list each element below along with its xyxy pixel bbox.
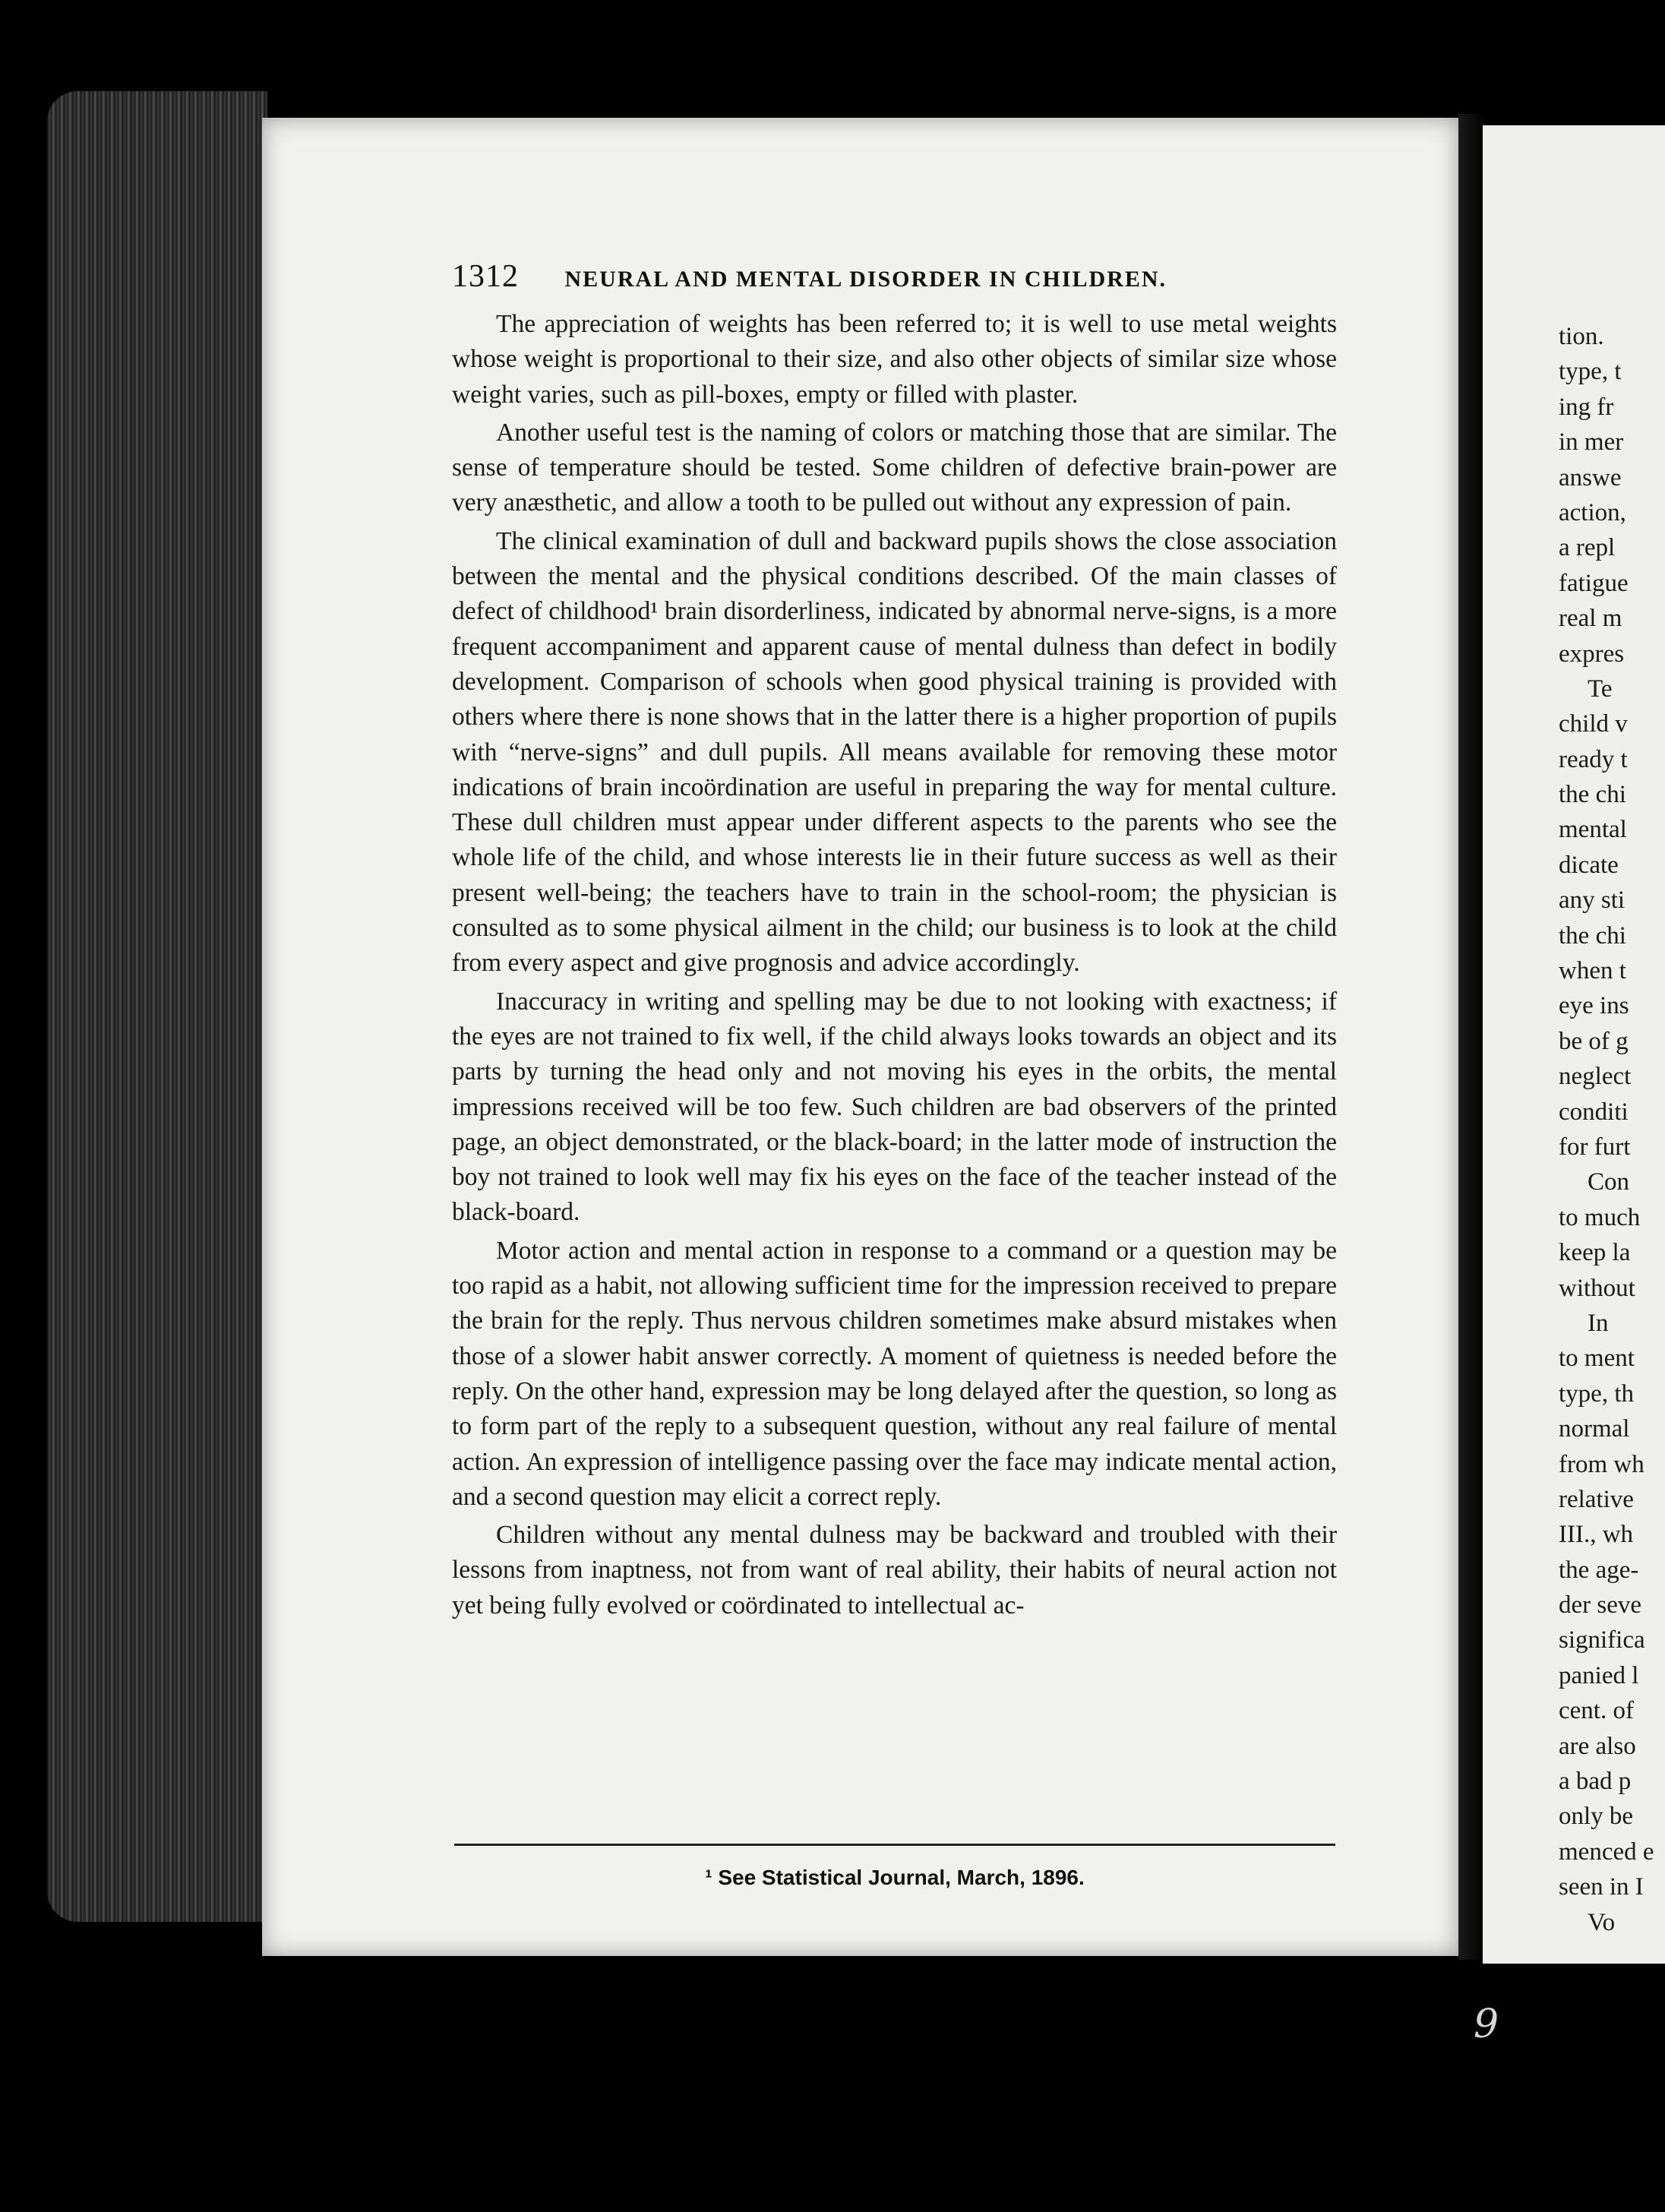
right-page-line: dicate xyxy=(1559,851,1619,879)
running-title: NEURAL AND MENTAL DISORDER IN CHILDREN. xyxy=(564,267,1167,292)
right-page-line: expres xyxy=(1559,640,1625,668)
right-page-line: mental xyxy=(1559,816,1627,844)
right-page-line: be of g xyxy=(1559,1027,1629,1055)
paragraph-inaccuracy: Inaccuracy in writing and spelling may be due to not looking with exactness; if the eyes are not trained to fix well, if the child always looks towards an object and its parts by turning the head only and not moving his eyes in the orbits, the mental impressions received will be too few. Such children are bad observers of the printed page, an object demonstrated, or the black-board; in the latter mode of instruction the boy not trained to look well may fix his eyes on the face of the teacher instead of the black-board. xyxy=(452,987,1337,1227)
paragraph-weights: The appreciation of weights has been referred to; it is well to use metal weights whose weight is proportional to their size, and also other objects of similar size whose weight varies, such as pill-boxes, empty or filled with plaster. xyxy=(452,310,1337,409)
right-page-line: conditi xyxy=(1559,1098,1629,1126)
paragraph-children-without-dulness: Children without any mental dulness may be backward and troubled with their lessons from inaptness, not from want of real ability, their habits of neural action not yet being fully evolved or coördinated to intellectual ac- xyxy=(452,1521,1337,1620)
right-page-line: a bad p xyxy=(1559,1768,1632,1796)
book-page-edges xyxy=(47,91,267,1922)
right-page-line: keep la xyxy=(1559,1239,1631,1267)
right-page-line: In xyxy=(1588,1309,1609,1337)
right-page-line: the chi xyxy=(1559,781,1626,809)
running-header xyxy=(452,258,1333,295)
right-page-line: seen in I xyxy=(1559,1873,1644,1901)
body-text xyxy=(452,307,1337,1623)
footnote: ¹ See Statistical Journal, March, 1896. xyxy=(705,1866,1085,1889)
margin-mark: 9 xyxy=(1474,2002,1499,2047)
right-page-line: normal xyxy=(1559,1415,1630,1443)
page-number: 1312 xyxy=(452,259,519,294)
right-page-line: fatigue xyxy=(1559,569,1629,597)
right-page-line: tion. xyxy=(1559,323,1604,350)
right-page-line: relative xyxy=(1559,1485,1634,1513)
right-page-line: cent. of xyxy=(1559,1697,1634,1725)
right-page-line: type, t xyxy=(1559,358,1622,386)
right-page-line: der seve xyxy=(1559,1591,1642,1620)
right-page-text xyxy=(1559,319,1665,1940)
right-page-line: ready t xyxy=(1559,745,1628,773)
right-page-line: eye ins xyxy=(1559,992,1629,1020)
right-page-line: a repl xyxy=(1559,534,1616,562)
right-page-line: to much xyxy=(1559,1203,1641,1231)
right-page-line: Vo xyxy=(1588,1908,1616,1936)
right-page-line: from wh xyxy=(1559,1450,1644,1478)
right-page-line: child v xyxy=(1559,710,1628,738)
right-page-line: significa xyxy=(1559,1626,1645,1654)
right-page-line: are also xyxy=(1559,1732,1636,1760)
right-page-line: III., wh xyxy=(1559,1521,1634,1549)
right-page-line: for furt xyxy=(1559,1133,1631,1161)
right-page-line: to ment xyxy=(1559,1345,1635,1373)
right-page-line: Con xyxy=(1588,1168,1630,1196)
right-page-line: in mer xyxy=(1559,428,1624,457)
right-page-line: menced e xyxy=(1559,1838,1654,1866)
paragraph-colors: Another useful test is the naming of colors or matching those that are similar. The sense of temperature should be tested. Some children of defective brain-power are very anæsthetic, and allow a tooth to be pulled out without any expression of pain. xyxy=(452,418,1337,517)
right-page-line: any sti xyxy=(1559,886,1626,915)
right-page-line: only be xyxy=(1559,1803,1634,1831)
right-page-line: panied l xyxy=(1559,1661,1639,1689)
right-page-line: real m xyxy=(1559,605,1622,633)
right-page-line: when t xyxy=(1559,957,1626,985)
footnote-rule xyxy=(454,1844,1335,1846)
right-page-line: the age- xyxy=(1559,1556,1639,1584)
right-page-line: type, th xyxy=(1559,1379,1634,1408)
right-page-line: ing fr xyxy=(1559,393,1614,421)
paragraph-motor-action: Motor action and mental action in response to a command or a question may be too rapid as a habit, not allowing sufficient time for the impression received to prepare the brain for the reply. Thus nervous children sometimes make absurd mistakes when those of a slower habit answer correctly. A moment of quietness is needed before the reply. On the other hand, expression may be long delayed after the question, so long as to form part of the reply to a subsequent question, without any real failure of mental action. An expression of intelligence passing over the face may indicate mental action, and a second question may elicit a correct reply. xyxy=(452,1236,1337,1511)
right-page-line: action, xyxy=(1559,498,1626,526)
book-gutter xyxy=(1458,114,1485,1960)
right-page-line: without xyxy=(1559,1274,1635,1302)
right-page-line: Te xyxy=(1588,675,1613,703)
right-page-line: answe xyxy=(1559,463,1622,491)
right-page-line: neglect xyxy=(1559,1063,1632,1091)
right-page-line: the chi xyxy=(1559,921,1626,950)
paragraph-clinical-examination: The clinical examination of dull and backward pupils shows the close association between the mental and the physical conditions described. Of the main classes of defect of childhood¹ brain disorderliness, indicated by abnormal nerve-signs, is a more frequent accompaniment and apparent cause of mental dulness than defect in bodily development. Comparison of schools when good physical training is provided with others where there is none shows that in the latter there is a higher proportion of pupils with “nerve-signs” and dull pupils. All means available for removing these motor indications of brain incoördination are useful in preparing the way for mental culture. These dull children must appear under different aspects to the parents who see the whole life of the child, and whose interests lie in their future success as well as their present well-being; the teachers have to train in the school-room; the physician is consulted as to some physical ailment in the child; our business is to look at the child from every aspect and give prognosis and advice accordingly. xyxy=(452,526,1337,978)
